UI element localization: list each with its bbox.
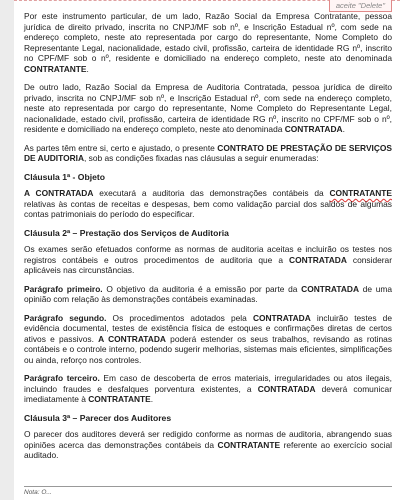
- paragraph-text: poderá estender os seus trabalhos, revisando as rotinas contábeis e o controle interno, podendo sugerir melhorias, sistemas mais eficientes, simplificações ou ainda, reforço nos controles.: [24, 333, 393, 365]
- footer-note: Nota: O...: [24, 486, 392, 497]
- comment-balloon[interactable]: aceite "Delete": [329, 0, 392, 12]
- clause-2-text: [24, 244, 392, 276]
- document-body: [24, 11, 392, 469]
- bold-term: CONTRATADA: [284, 124, 343, 134]
- paragraph-end: .: [86, 63, 89, 74]
- bold-term: CONTRATANTE: [217, 439, 281, 450]
- bold-term: CONTRATO DE PRESTAÇÃO DE SERVIÇOS DE AUDITORIA: [24, 142, 393, 163]
- bold-term: CONTRATADA: [289, 254, 347, 265]
- bold-term: CONTRATADA: [252, 312, 311, 323]
- paragraph-text: relativas às contas de receitas e despesas, bem como validação parcial dos saldos de algumas contas patrimoniais do período do especificar.: [24, 198, 392, 219]
- comment-marker: [14, 0, 400, 11]
- paragraph-segundo: [24, 313, 392, 366]
- paragraph-text: Os exames serão efetuados conforme as normas de auditoria aceitas e incluirão os testes nos registros contábeis e outros procedimentos de auditoria que a: [24, 244, 392, 265]
- paragraph-contratante: [24, 11, 392, 74]
- clause-3-text: [24, 429, 392, 461]
- paragraph-text: deverá comunicar imediatamente à: [24, 383, 392, 404]
- paragraph-text: Os procedimentos adotados pela: [106, 312, 253, 323]
- bold-term: CONTRATANTE: [24, 63, 87, 74]
- paragraph-end: .: [342, 124, 345, 134]
- bold-term: CONTRATADA: [257, 383, 316, 394]
- paragraph-contratada: [24, 82, 392, 135]
- paragraph-intro: [24, 143, 392, 164]
- clause-1-text: [24, 188, 392, 220]
- paragraph-text: Em caso de descoberta de erros materiais, irregularidades ou atos ilegais, incluindo fraudes e desfalques porventura existentes, a: [24, 373, 392, 394]
- bold-term: CONTRATANTE: [88, 394, 151, 404]
- paragraph-text: O parecer dos auditores deverá ser redigido conforme as normas de auditoria, abrangendo suas opiniões acerca das demonstrações contábeis da: [24, 429, 392, 450]
- paragraph-text: O objetivo da auditoria é a emissão por parte da: [102, 283, 302, 294]
- clause-3-title: Cláusula 3ª – Parecer dos Auditores: [24, 412, 172, 423]
- clause-2-title: Cláusula 2ª – Prestação dos Serviços de Auditoria: [24, 227, 229, 238]
- paragraph-text: De outro lado, Razão Social da Empresa de Auditoria Contratada, pessoa jurídica de direito privado, inscrita no CNPJ/MF sob nº, e Inscrição Estadual nº, com sede na endereço completo, neste ato representada por cargo do representante, Nome Completo do Representante Legal, nacionalidade, estado civil, profissão, carteira de identidade RG nº, inscrito no CPF/MF sob o nº, residente e domiciliado na endereço completo, neste ato denominada: [24, 82, 392, 134]
- paragraph-text: considerar aplicáveis nas circunstâncias.: [24, 254, 392, 275]
- paragraph-text: Por este instrumento particular, de um lado, Razão Social da Empresa Contratante, pessoa jurídica de direito privado, inscrita no CNPJ/MF sob nº, e Inscrição Estadual nº, com sede na endereço completo, neste ato representada por cargo do representante, Nome Completo do Representante Legal, nacionalidade, estado civil, profissão, carteira de identidade RG nº, inscrito no CPF/MF sob o nº, residente e domiciliado na endereço completo, neste ato denominada: [24, 11, 392, 63]
- paragraph-text: de uma opinião com relação às demonstrações contábeis examinadas.: [24, 283, 393, 304]
- bold-term: CONTRATADA: [301, 283, 359, 294]
- paragraph-text: referente ao exercício social auditado.: [24, 439, 392, 460]
- paragraph-primeiro: [24, 284, 392, 305]
- paragraph-text: As partes têm entre si, certo e ajustado, o presente: [24, 142, 218, 153]
- paragraph-text: executará a auditoria das demonstrações contábeis da: [93, 188, 330, 198]
- paragraph-text: incluirão testes de evidência documental, testes de existência física de estoques e confirmações diretas de certos ativos e passivos.: [24, 312, 392, 344]
- paragraph-label: Parágrafo primeiro.: [24, 283, 103, 294]
- paragraph-terceiro: [24, 373, 392, 405]
- paragraph-label: Parágrafo terceiro.: [24, 373, 100, 383]
- paragraph-text: , sob as condições fixadas nas cláusulas a seguir enumeradas:: [84, 153, 319, 163]
- bold-term: A CONTRATADA: [24, 188, 94, 198]
- paragraph-label: Parágrafo segundo.: [24, 312, 107, 323]
- clause-1-title: Cláusula 1ª - Objeto: [24, 171, 106, 182]
- bold-term: A CONTRATADA: [98, 333, 166, 344]
- bold-term: CONTRATANTE: [329, 188, 392, 198]
- document-page: [14, 0, 400, 500]
- paragraph-text: .: [150, 394, 154, 404]
